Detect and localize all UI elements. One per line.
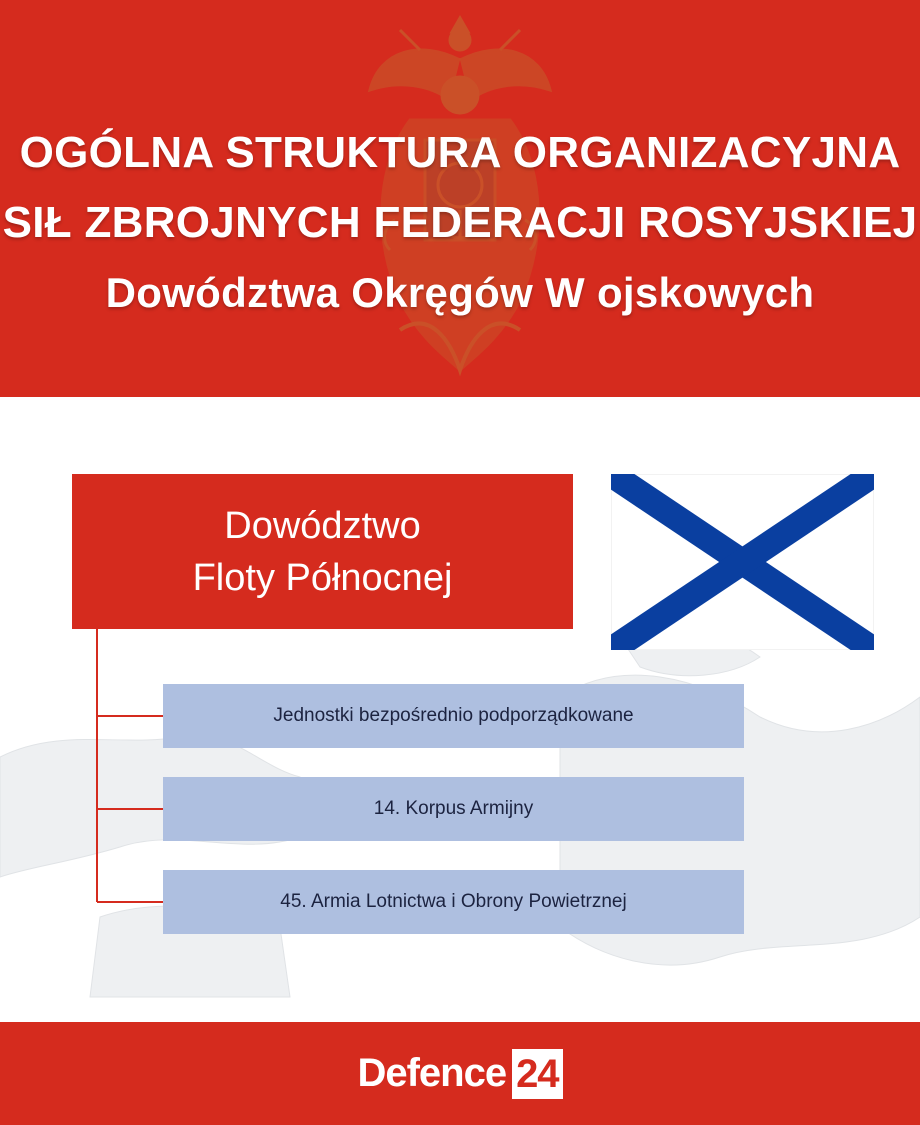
header-banner (0, 0, 920, 397)
command-line-1: Dowództwo (224, 504, 421, 547)
st-andrew-flag-icon (611, 474, 874, 650)
unit-label: 45. Armia Lotnictwa i Obrony Powietrznej (280, 891, 627, 912)
title-line-2: SIŁ ZBROJNYCH FEDERACJI ROSYJSKIEJ (2, 198, 918, 247)
command-line-2: Floty Północnej (192, 556, 453, 599)
unit-box-direct-subordinate (163, 684, 744, 748)
command-box (72, 474, 573, 629)
unit-label: 14. Korpus Armijny (373, 798, 534, 819)
page-title (0, 118, 920, 328)
footer-banner (0, 1022, 920, 1125)
title-line-1: OGÓLNA STRUKTURA ORGANIZACYJNA (19, 128, 901, 177)
logo-number: 24 (512, 1049, 563, 1099)
unit-box-14-corps (163, 777, 744, 841)
defence24-logo (0, 1022, 920, 1125)
title-line-3: Dowództwa Okręgów W ojskowych (105, 269, 815, 316)
logo-text: Defence (357, 1051, 507, 1095)
unit-box-45-air-army (163, 870, 744, 934)
unit-label: Jednostki bezpośrednio podporządkowane (273, 705, 634, 726)
